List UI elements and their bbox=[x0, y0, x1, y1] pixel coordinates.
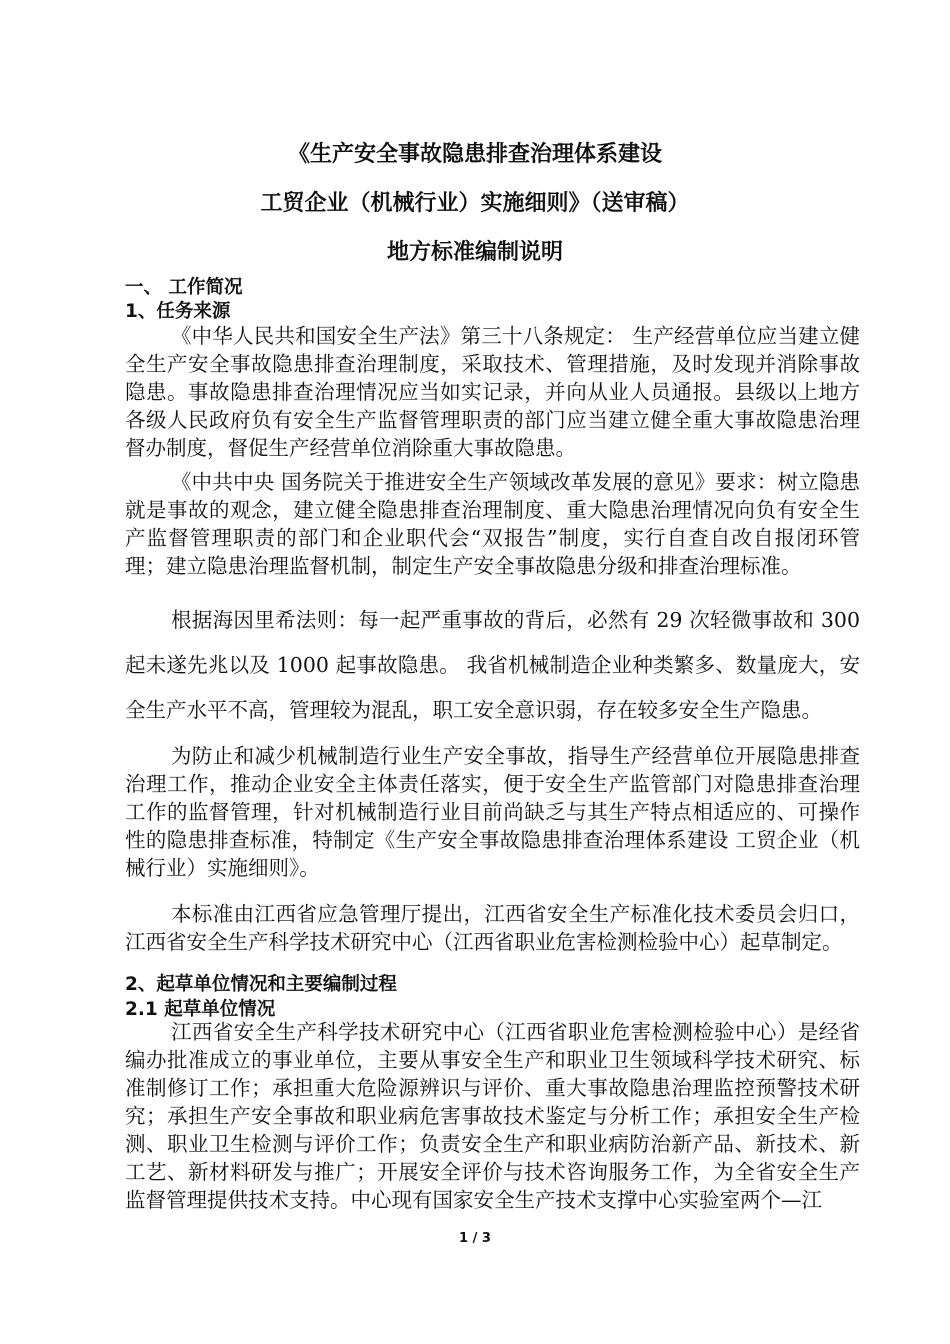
document-title-line-3: 地方标准编制说明 bbox=[386, 240, 563, 265]
paragraph-central-opinion: 《中共中央 国务院关于推进安全生产领域改革发展的意见》要求：树立隐患就是事故的观念，建立健全隐患排查治理制度、重大隐患治理情况向负有安全生产监督管理职责的部门和企业职代会“双报告”制度，实行自查自改自报闭环管理；建立隐患治理监督机制，制定生产安全事故隐患分级和排查治理标准。 bbox=[125, 470, 860, 578]
paragraph-drafting-unit: 江西省安全生产科学技术研究中心（江西省职业危害检测检验中心）是经省编办批准成立的事业单位，主要从事安全生产和职业卫生领域科学技术研究、标准制修订工作；承担重大危险源辨识与评价、重大事故隐患治理监控预警技术研究；承担生产安全事故和职业病危害事故技术鉴定与分析工作；承担安全生产检测、职业卫生检测与评价工作；负责安全生产和职业病防治新产品、新技术、新工艺、新材料研发与推广；开展安全评价与技术咨询服务工作，为全省安全生产监督管理提供技术支持。中心现有国家安全生产技术支撑中心实验室两个—江 bbox=[125, 1020, 860, 1212]
paragraph-safety-law: 《中华人民共和国安全生产法》第三十八条规定： 生产经营单位应当建立健全生产安全事故隐患排查治理制度，采取技术、管理措施，及时发现并消除事故隐患。事故隐患排查治理情况应当如实记录，并向从业人员通报。县级以上地方各级人民政府负有安全生产监督管理职责的部门应当建立健全重大事故隐患治理督办制度，督促生产经营单位消除重大事故隐患。 bbox=[125, 324, 860, 460]
paragraph-proposer: 本标准由江西省应急管理厅提出，江西省安全生产标准化技术委员会归口，江西省安全生产科学技术研究中心（江西省职业危害检测检验中心）起草制定。 bbox=[125, 902, 860, 954]
paragraph-purpose: 为防止和减少机械制造行业生产安全事故，指导生产经营单位开展隐患排查治理工作，推动企业安全主体责任落实，便于安全生产监管部门对隐患排查治理工作的监督管理，针对机械制造行业目前尚缺乏与其生产特点相适应的、可操作性的隐患排查标准，特制定《生产安全事故隐患排查治理体系建设 工贸企业（机械行业）实施细则》。 bbox=[125, 744, 860, 880]
document-title-line-1: 《生产安全事故隐患排查治理体系建设 bbox=[287, 142, 662, 167]
document-title-line-2: 工贸企业（机械行业）实施细则》（送审稿） bbox=[260, 191, 690, 216]
section-2-1-heading: 2.1 起草单位情况 bbox=[125, 999, 276, 1020]
section-1-1-heading: 1、任务来源 bbox=[125, 301, 231, 322]
paragraph-heinrich-law: 根据海因里希法则：每一起严重事故的背后，必然有 29 次轻微事故和 300 起未遂先兆以及 1000 起事故隐患。 我省机械制造企业种类繁多、数量庞大，安全生产水平不高，管理较为混乱，职工安全意识弱，存在较多安全生产隐患。 bbox=[125, 608, 860, 722]
section-1-2-heading: 2、起草单位情况和主要编制过程 bbox=[125, 974, 397, 995]
section-1-heading: 一、 工作简况 bbox=[125, 277, 243, 298]
page-number: 1 / 3 bbox=[459, 1231, 491, 1246]
